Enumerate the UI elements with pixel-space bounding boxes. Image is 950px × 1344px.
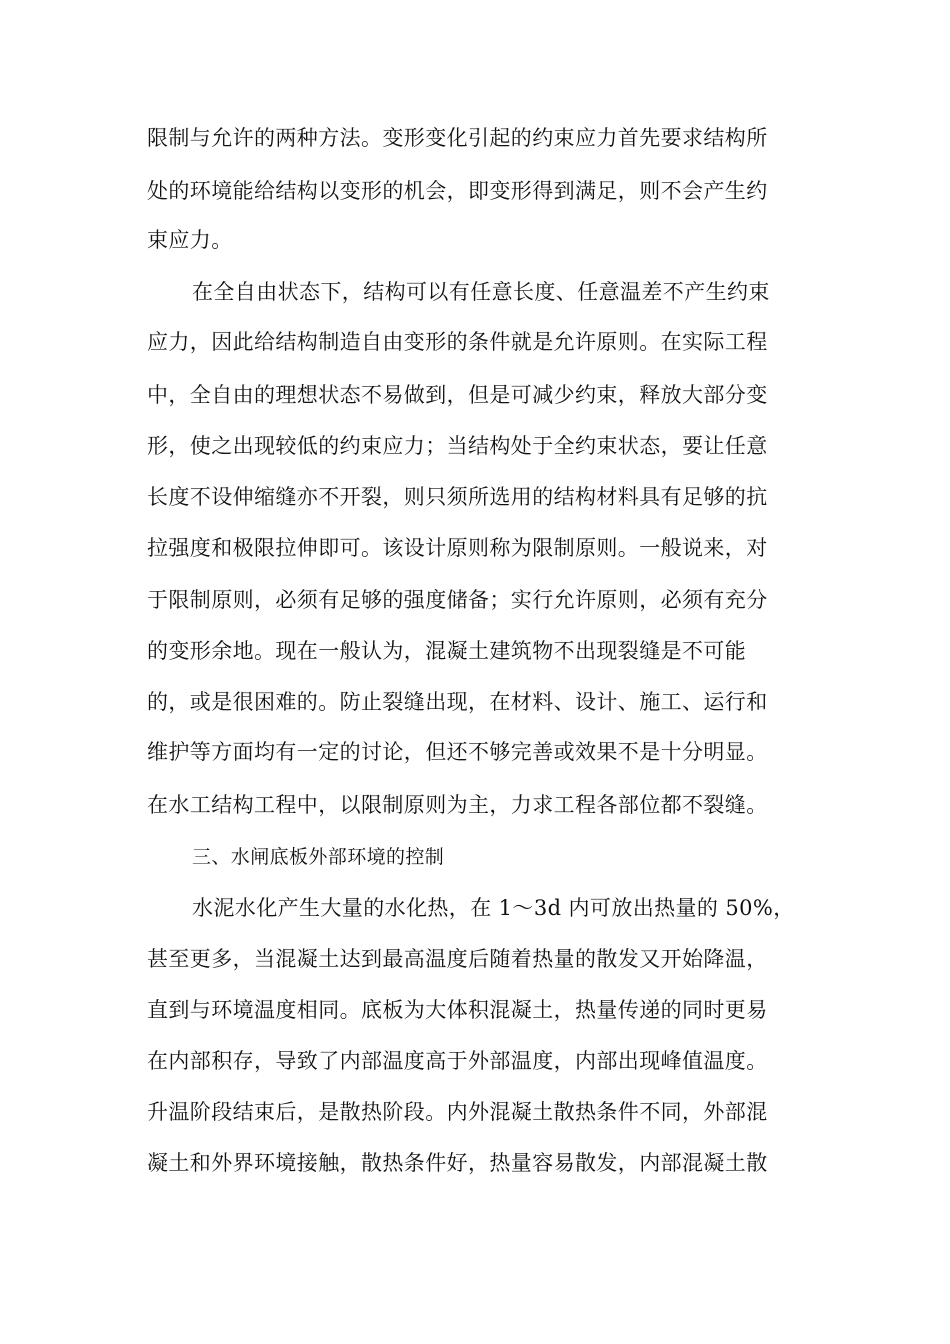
text-line: 升温阶段结束后，是散热阶段。内外混凝土散热条件不同，外部混: [147, 1100, 768, 1124]
text-line: 甚至更多，当混凝土达到最高温度后随着热量的散发又开始降温，: [147, 947, 768, 971]
text-line: 长度不设伸缩缝亦不开裂，则只须所选用的结构材料具有足够的抗: [147, 485, 768, 509]
text-line: 在水工结构工程中，以限制原则为主，力求工程各部位都不裂缝。: [147, 793, 768, 817]
paragraph-first-line: 水泥水化产生大量的水化热，在 1～3d 内可放出热量的 50%，: [192, 896, 795, 920]
text-line: 处的环境能给结构以变形的机会，即变形得到满足，则不会产生约: [147, 179, 768, 203]
text-line: 在内部积存，导致了内部温度高于外部温度，内部出现峰值温度。: [147, 1049, 768, 1073]
text-line: 于限制原则，必须有足够的强度储备；实行允许原则，必须有充分: [147, 588, 768, 612]
text-line: 中，全自由的理想状态不易做到，但是可减少约束，释放大部分变: [147, 383, 768, 407]
paragraph-first-line: 在全自由状态下，结构可以有任意长度、任意温差不产生约束: [192, 280, 770, 304]
text-line: 限制与允许的两种方法。变形变化引起的约束应力首先要求结构所: [147, 126, 768, 150]
text-line: 应力，因此给结构制造自由变形的条件就是允许原则。在实际工程: [147, 330, 768, 354]
section-heading: 三、水闸底板外部环境的控制: [192, 846, 445, 868]
text-line: 形，使之出现较低的约束应力；当结构处于全约束状态，要让任意: [147, 434, 768, 458]
text-line: 直到与环境温度相同。底板为大体积混凝土，热量传递的同时更易: [147, 998, 768, 1022]
text-line: 束应力。: [147, 228, 233, 252]
text-line: 凝土和外界环境接触，散热条件好，热量容易散发，内部混凝土散: [147, 1151, 768, 1175]
text-line: 的变形余地。现在一般认为，混凝土建筑物不出现裂缝是不可能: [147, 639, 747, 663]
text-line: 维护等方面均有一定的讨论，但还不够完善或效果不是十分明显。: [147, 740, 768, 764]
text-line: 的，或是很困难的。防止裂缝出现，在材料、设计、施工、运行和: [147, 690, 768, 714]
text-line: 拉强度和极限拉伸即可。该设计原则称为限制原则。一般说来，对: [147, 536, 768, 560]
